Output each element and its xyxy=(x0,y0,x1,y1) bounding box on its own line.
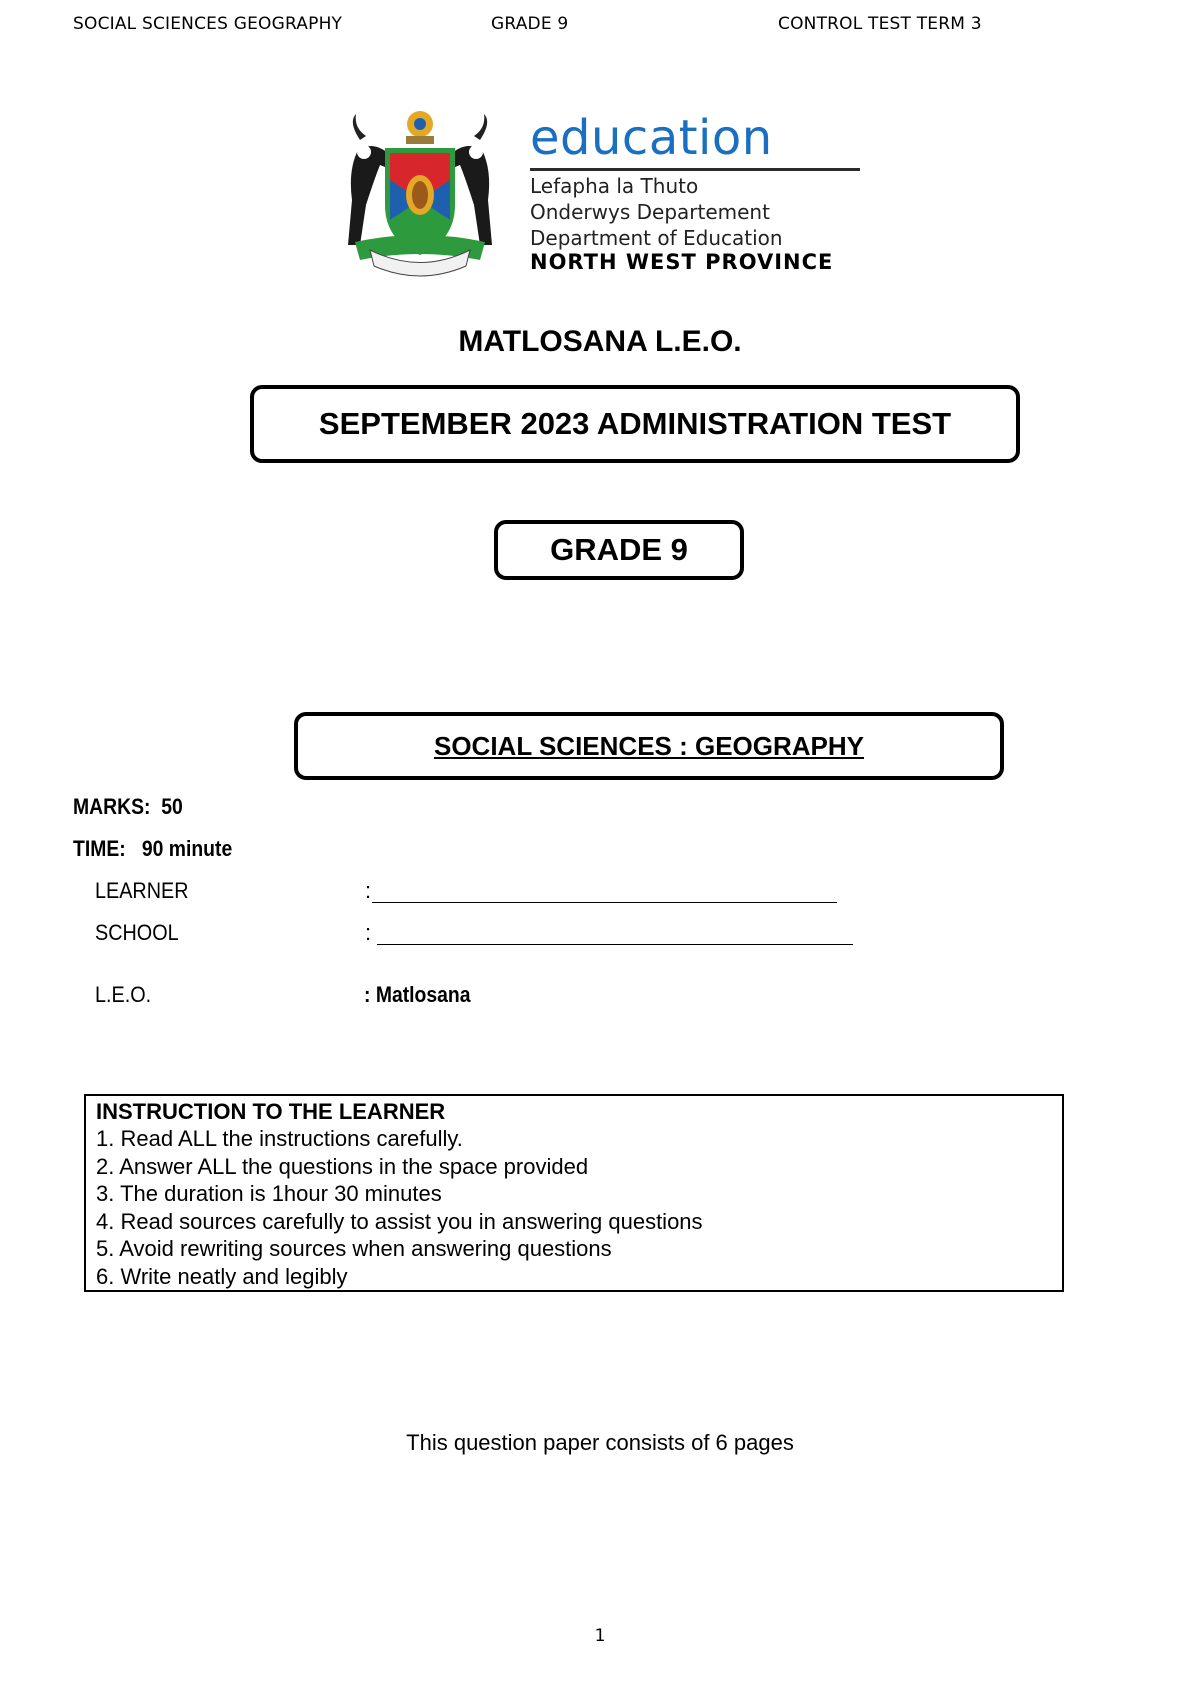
logo-line-english: Department of Education xyxy=(530,226,783,250)
learner-name-line[interactable] xyxy=(372,902,837,903)
department-logo xyxy=(330,110,870,280)
marks-row xyxy=(73,794,183,820)
header-subject: SOCIAL SCIENCES GEOGRAPHY xyxy=(73,14,343,34)
marks-label: MARKS: xyxy=(73,794,151,819)
instruction-item: 2. Answer ALL the questions in the space provided xyxy=(96,1153,589,1179)
grade-box xyxy=(494,520,744,580)
page-count-note: This question paper consists of 6 pages xyxy=(406,1430,794,1455)
school-label: SCHOOL xyxy=(95,920,179,945)
instruction-item: 6. Write neatly and legibly xyxy=(96,1263,348,1289)
logo-line-afrikaans: Onderwys Departement xyxy=(530,200,770,224)
learner-label: LEARNER xyxy=(95,878,189,903)
leo-label: L.E.O. xyxy=(95,982,152,1007)
school-name-line[interactable] xyxy=(377,944,853,945)
leo-value: : Matlosana xyxy=(364,982,471,1007)
time-label: TIME: xyxy=(73,836,126,861)
test-title: SEPTEMBER 2023 ADMINISTRATION TEST xyxy=(318,406,952,441)
school-colon: : xyxy=(365,920,372,945)
logo-line-setswana: Lefapha la Thuto xyxy=(530,174,699,198)
instruction-item: 1. Read ALL the instructions carefully. xyxy=(96,1126,463,1151)
logo-underline xyxy=(530,168,860,171)
coat-of-arms-icon xyxy=(330,110,510,280)
header-grade: GRADE 9 xyxy=(491,14,569,34)
instruction-item: 5. Avoid rewriting sources when answering questions xyxy=(96,1236,612,1262)
subject-label: SOCIAL SCIENCES : GEOGRAPHY xyxy=(433,730,865,761)
logo-province: NORTH WEST PROVINCE xyxy=(530,250,834,274)
header-term: CONTROL TEST TERM 3 xyxy=(778,14,982,34)
time-row xyxy=(73,836,232,862)
page-number: 1 xyxy=(594,1626,606,1646)
subject-box xyxy=(294,712,1004,780)
instruction-item: 4. Read sources carefully to assist you in answering questions xyxy=(96,1208,703,1234)
learner-colon: : xyxy=(365,878,372,903)
logo-wordmark: education xyxy=(530,110,773,166)
instruction-item: 3. The duration is 1hour 30 minutes xyxy=(96,1181,442,1207)
test-title-box xyxy=(250,385,1020,463)
instructions-title: INSTRUCTION TO THE LEARNER xyxy=(96,1099,446,1124)
district-title: MATLOSANA L.E.O. xyxy=(458,325,742,358)
instructions-box xyxy=(84,1094,1064,1292)
grade-label: GRADE 9 xyxy=(550,532,688,567)
marks-value: 50 xyxy=(161,794,183,819)
time-value: 90 minute xyxy=(141,836,233,861)
